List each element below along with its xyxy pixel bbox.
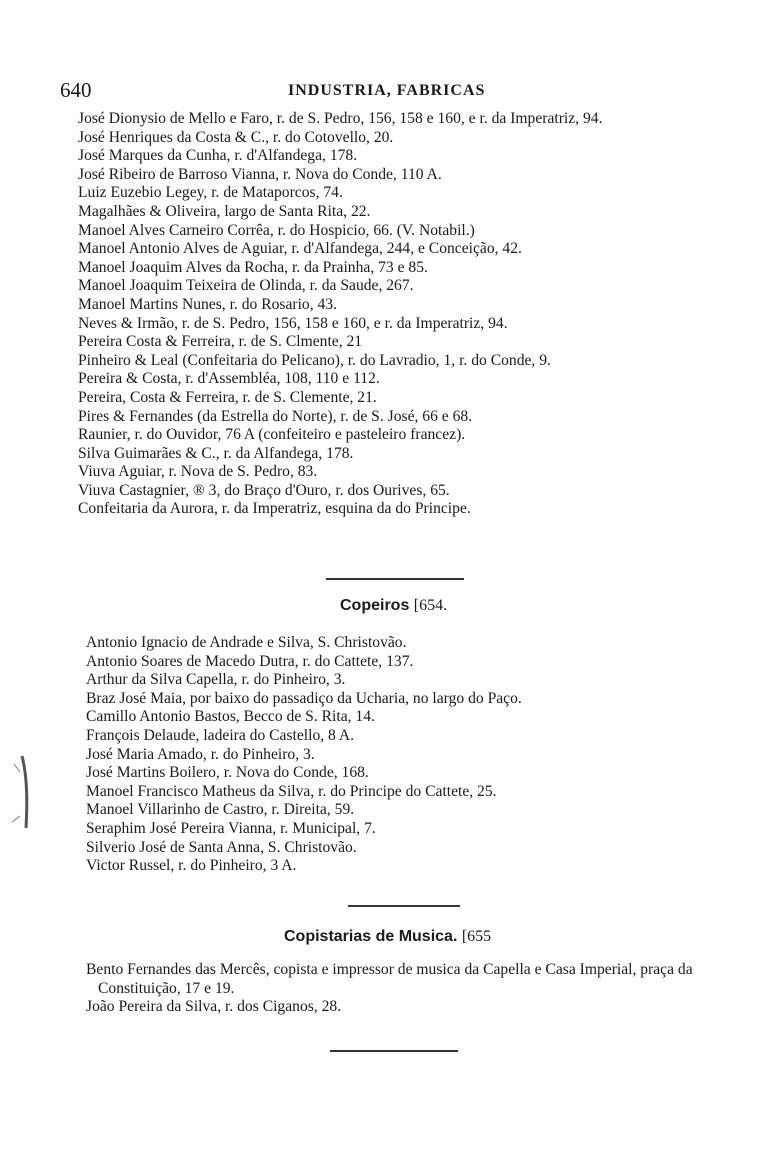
list-item: José Ribeiro de Barroso Vianna, r. Nova do Conde, 110 A. (78, 165, 442, 183)
copeiros-list (86, 634, 706, 876)
section-title-copeiros (340, 597, 447, 615)
list-item: José Henriques da Costa & C., r. do Cotovello, 20. (78, 128, 394, 146)
section-divider (348, 905, 460, 907)
list-item: Seraphim José Pereira Vianna, r. Municipal, 7. (86, 819, 376, 837)
list-item: Arthur da Silva Capella, r. do Pinheiro, 3. (86, 671, 346, 689)
section-divider (330, 1050, 458, 1052)
list-item: Pereira, Costa & Ferreira, r. de S. Clemente, 21. (78, 388, 377, 406)
list-item: Manoel Villarinho de Castro, r. Direita, 59. (86, 801, 355, 819)
margin-binding-mark (8, 752, 38, 832)
section-number: [654. (413, 597, 448, 614)
list-item: Victor Russel, r. do Pinheiro, 3 A. (86, 857, 297, 875)
list-item: Magalhães & Oliveira, largo de Santa Rita, 22. (78, 202, 371, 220)
list-item: Manoel Joaquim Alves da Rocha, r. da Prainha, 73 e 85. (78, 258, 428, 276)
confeiteiros-list (78, 110, 698, 519)
list-item: Bento Fernandes das Mercês, copista e impressor de musica da Capella e Casa Imperial, praça da Constituição, 17 e 19. (86, 961, 693, 997)
list-item: Manoel Joaquim Teixeira de Olinda, r. da Saude, 267. (78, 277, 414, 295)
section-divider (326, 578, 464, 580)
copistarias-list (86, 961, 706, 1017)
section-title-text: Copeiros (340, 597, 410, 614)
list-item: Antonio Ignacio de Andrade e Silva, S. Christovão. (86, 634, 407, 651)
list-item: Manoel Alves Carneiro Corrêa, r. do Hospicio, 66. (V. Notabil.) (78, 221, 475, 239)
list-item: Raunier, r. do Ouvidor, 76 A (confeiteiro e pasteleiro francez). (78, 426, 466, 444)
list-item: Viuva Castagnier, ® 3, do Braço d'Ouro, r. dos Ourives, 65. (78, 481, 450, 499)
list-item: Pinheiro & Leal (Confeitaria do Pelicano), r. do Lavradio, 1, r. do Conde, 9. (78, 351, 551, 369)
page-header (60, 78, 700, 104)
list-item: Manoel Francisco Matheus da Silva, r. do Principe do Cattete, 25. (86, 782, 497, 800)
section-title-copistarias (284, 928, 491, 946)
list-item: João Pereira da Silva, r. dos Ciganos, 28. (86, 998, 342, 1016)
list-item: Manoel Antonio Alves de Aguiar, r. d'Alfandega, 244, e Conceição, 42. (78, 240, 522, 258)
list-item: José Martins Boilero, r. Nova do Conde, 168. (86, 764, 369, 782)
list-item: José Marques da Cunha, r. d'Alfandega, 178. (78, 147, 358, 165)
section-number: [655 (461, 928, 492, 945)
list-item: José Dionysio de Mello e Faro, r. de S. Pedro, 156, 158 e 160, e r. da Imperatriz, 94. (78, 110, 603, 127)
list-item: Silva Guimarães & C., r. da Alfandega, 178. (78, 444, 354, 462)
list-item: Braz José Maia, por baixo do passadiço da Ucharia, no largo do Paço. (86, 689, 522, 707)
list-item: Neves & Irmão, r. de S. Pedro, 156, 158 e 160, e r. da Imperatriz, 94. (78, 314, 508, 332)
section-title-text: Copistarias de Musica. (284, 928, 458, 945)
list-item: François Delaude, ladeira do Castello, 8 A. (86, 726, 355, 744)
list-item: Manoel Martins Nunes, r. do Rosario, 43. (78, 295, 338, 313)
list-item: Viuva Aguiar, r. Nova de S. Pedro, 83. (78, 463, 318, 481)
running-head: INDUSTRIA, FABRICAS (288, 82, 486, 99)
page-number: 640 (60, 78, 92, 102)
list-item: Pires & Fernandes (da Estrella do Norte), r. de S. José, 66 e 68. (78, 407, 473, 425)
list-item: Antonio Soares de Macedo Dutra, r. do Cattete, 137. (86, 652, 414, 670)
list-item: José Maria Amado, r. do Pinheiro, 3. (86, 745, 315, 763)
list-item: Pereira Costa & Ferreira, r. de S. Clmente, 21 (78, 333, 363, 351)
list-item: Luiz Euzebio Legey, r. de Mataporcos, 74. (78, 184, 343, 202)
list-item: Pereira & Costa, r. d'Assembléa, 108, 110 e 112. (78, 370, 380, 388)
list-item: Silverio José de Santa Anna, S. Christovão. (86, 838, 357, 856)
list-item: Confeitaria da Aurora, r. da Imperatriz, esquina da do Principe. (78, 500, 471, 518)
list-item: Camillo Antonio Bastos, Becco de S. Rita, 14. (86, 708, 375, 726)
